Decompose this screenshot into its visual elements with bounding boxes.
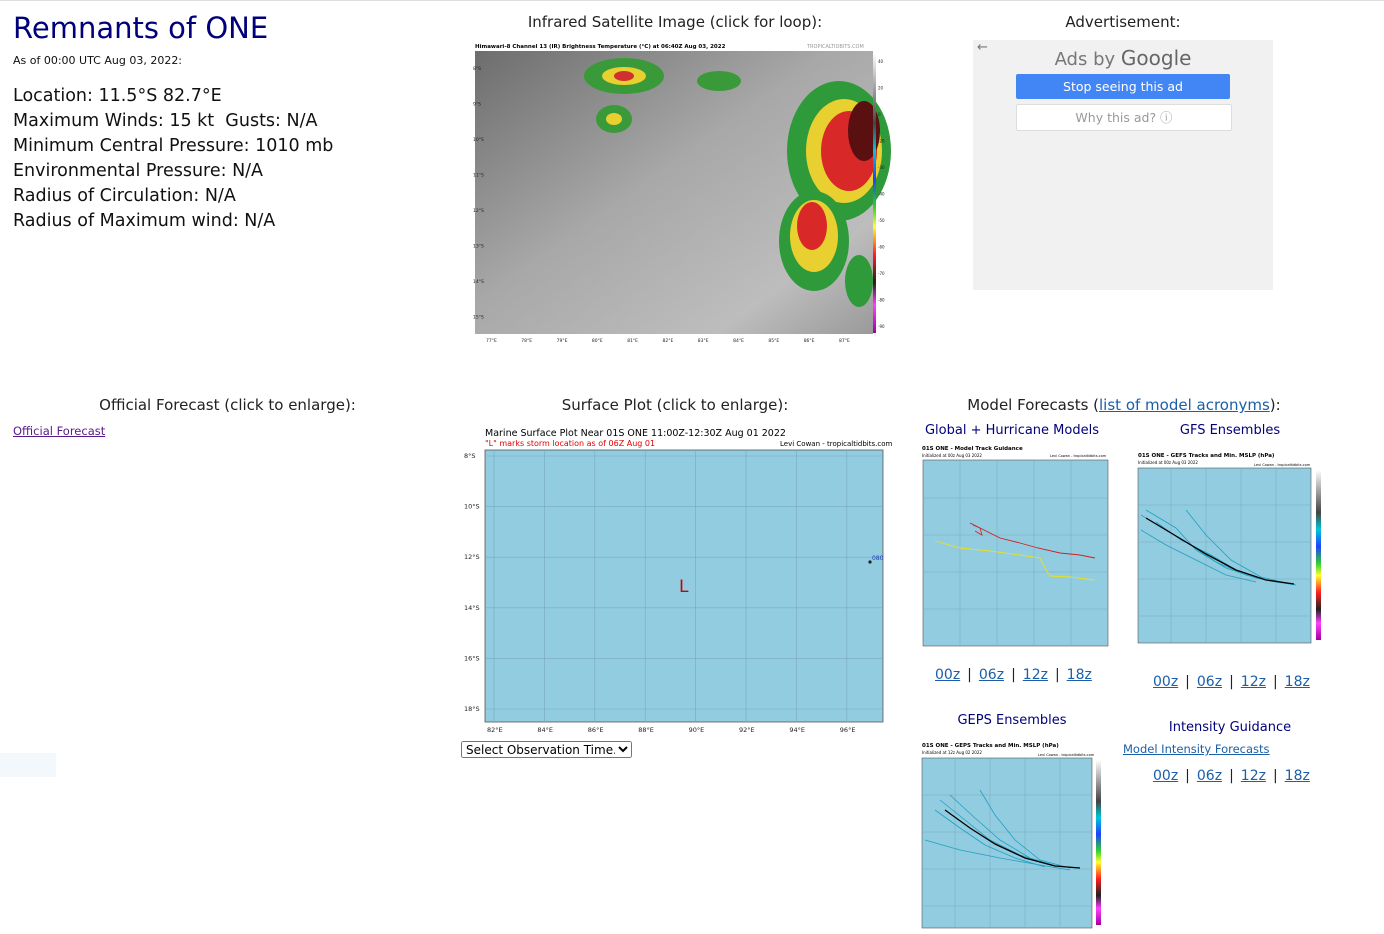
surface-plot-credit: Levi Cowan - tropicaltidbits.com (780, 440, 893, 448)
surface-lon-label: 92°E (739, 726, 755, 734)
satellite-lon-labels (486, 338, 850, 344)
satellite-scale-label: -60 (878, 244, 885, 250)
ad-heading: Advertisement: (1065, 13, 1181, 31)
satellite-lon-label: 85°E (768, 339, 780, 344)
global-models-image-link[interactable] (920, 443, 1112, 650)
svg-text:Levi Cowan - tropicaltidbits.c: Levi Cowan - tropicaltidbits.com (1038, 753, 1095, 757)
surface-lat-label: 16°S (464, 654, 480, 663)
intensity-run-links: 00z | 06z | 12z | 18z (1153, 768, 1310, 784)
global-run-00z[interactable]: 00z (935, 667, 961, 683)
surface-lat-label: 8°S (464, 452, 476, 460)
satellite-scale-label: -90 (878, 324, 885, 329)
satellite-lon-label: 79°E (556, 339, 568, 344)
surface-lon-label: 82°E (487, 726, 503, 734)
global-models-title: Global + Hurricane Models (924, 423, 1099, 438)
gfs-ensembles-image-link[interactable] (1136, 450, 1336, 650)
global-run-18z[interactable]: 18z (1066, 667, 1092, 683)
surface-lat-label: 14°S (464, 603, 480, 612)
model-intensity-link[interactable]: Model Intensity Forecasts (1123, 742, 1270, 756)
satellite-scale-label: -40 (878, 191, 885, 197)
surface-plot-link[interactable] (462, 425, 893, 737)
side-tab[interactable] (0, 753, 56, 777)
radius-max-wind: Radius of Maximum wind: N/A (13, 211, 276, 231)
global-run-links: 00z | 06z | 12z | 18z (935, 667, 1092, 683)
svg-text:Levi Cowan - tropicaltidbits.c: Levi Cowan - tropicaltidbits.com (1050, 454, 1107, 458)
environmental-pressure: Environmental Pressure: N/A (13, 161, 264, 181)
intensity-run-06z[interactable]: 06z (1196, 768, 1223, 784)
satellite-scale-label: 20 (878, 85, 884, 91)
satellite-lon-label: 78°E (521, 339, 533, 344)
surface-lon-labels (487, 726, 855, 734)
global-models-plot (920, 443, 1112, 650)
as-of-timestamp: As of 00:00 UTC Aug 03, 2022: (13, 54, 183, 67)
why-this-ad-button[interactable]: Why this ad? ⓘ (1016, 104, 1232, 131)
satellite-lon-label: 86°E (803, 339, 815, 344)
gfs-ensembles-plot (1136, 450, 1336, 650)
satellite-lat-label: 15°S (473, 315, 484, 321)
intensity-guidance-title: Intensity Guidance (1168, 720, 1292, 735)
satellite-image-link[interactable] (473, 41, 885, 346)
satellite-lon-label: 84°E (733, 339, 744, 344)
svg-text:Levi Cowan - tropicaltidbits.c: Levi Cowan - tropicaltidbits.com (1254, 463, 1311, 467)
official-forecast-link[interactable]: Official Forecast (13, 424, 106, 438)
svg-text:Initialized at 00z Aug 03 2022: Initialized at 00z Aug 03 2022 (922, 453, 982, 458)
storm-location-marker: L (679, 577, 689, 597)
intensity-run-12z[interactable]: 12z (1240, 768, 1266, 784)
surface-lat-label: 18°S (464, 705, 480, 713)
model-acronyms-link[interactable]: list of model acronyms (1099, 396, 1270, 414)
surface-plot-title: Marine Surface Plot Near 01S ONE 11:00Z-12:30Z Aug 01 2022 (485, 428, 786, 439)
back-arrow-icon[interactable]: ← (977, 40, 988, 55)
satellite-scale-label: 40 (878, 59, 884, 64)
station-value: 080 (872, 555, 884, 562)
satellite-scale-label: -30 (878, 165, 885, 170)
intensity-run-00z[interactable]: 00z (1153, 768, 1179, 784)
satellite-lat-label: 10°S (473, 138, 484, 143)
storm-location: Location: 11.5°S 82.7°E (13, 86, 222, 106)
surface-lon-label: 86°E (587, 726, 604, 734)
satellite-lat-label: 11°S (473, 173, 484, 179)
svg-text:01S ONE - Model Track Guidance: 01S ONE - Model Track Guidance (922, 446, 1023, 452)
global-run-06z[interactable]: 06z (978, 667, 1005, 683)
radius-circulation: Radius of Circulation: N/A (13, 186, 236, 206)
surface-lon-label: 96°E (839, 726, 856, 734)
svg-text:01S ONE - GEPS Tracks and Min.: 01S ONE - GEPS Tracks and Min. MSLP (hPa) (922, 743, 1059, 749)
svg-text:Initialized at 00z Aug 03 2022: Initialized at 00z Aug 03 2022 (1138, 460, 1198, 465)
gfs-run-links: 00z | 06z | 12z | 18z (1153, 674, 1310, 690)
satellite-heading: Infrared Satellite Image (click for loop): (527, 13, 823, 31)
geps-ensembles-title: GEPS Ensembles (957, 713, 1067, 728)
satellite-lon-label: 87°E (839, 339, 850, 344)
surface-plot-image (462, 425, 893, 737)
satellite-lon-label: 80°E (591, 339, 603, 344)
satellite-lon-label: 83°E (697, 339, 709, 344)
surface-plot-note: "L" marks storm location as of 06Z Aug 01 (485, 439, 656, 448)
geps-ensembles-image-link[interactable] (920, 740, 1110, 930)
satellite-credit: TROPICALTIDBITS.COM (807, 44, 864, 50)
surface-lon-label: 94°E (789, 726, 806, 734)
satellite-lon-label: 77°E (486, 339, 497, 344)
global-run-12z[interactable]: 12z (1022, 667, 1048, 683)
official-forecast-heading: Official Forecast (click to enlarge): (99, 396, 356, 414)
observation-time-select[interactable] (461, 741, 632, 758)
satellite-lat-label: 14°S (473, 280, 484, 285)
satellite-scale-label: -50 (878, 218, 885, 223)
satellite-color-scale (873, 53, 876, 333)
satellite-image (473, 41, 885, 346)
surface-lat-labels (464, 452, 480, 713)
satellite-lat-label: 8°S (473, 67, 481, 72)
satellite-lon-label: 81°E (627, 339, 639, 344)
svg-text:01S ONE - GEFS Tracks and Min.: 01S ONE - GEFS Tracks and Min. MSLP (hPa) (1138, 453, 1275, 459)
satellite-lat-label: 9°S (473, 102, 481, 108)
gfs-run-18z[interactable]: 18z (1284, 674, 1310, 690)
satellite-lon-label: 82°E (662, 339, 674, 344)
stop-seeing-ad-button[interactable]: Stop seeing this ad (1016, 74, 1230, 99)
satellite-lat-label: 12°S (473, 209, 484, 214)
surface-plot-heading: Surface Plot (click to enlarge): (561, 396, 789, 414)
gfs-run-06z[interactable]: 06z (1196, 674, 1223, 690)
gfs-run-12z[interactable]: 12z (1240, 674, 1266, 690)
storm-pressure: Minimum Central Pressure: 1010 mb (13, 136, 334, 156)
svg-text:Initialized at 12z Aug 02 2022: Initialized at 12z Aug 02 2022 (922, 750, 982, 755)
geps-ensembles-plot (920, 740, 1110, 930)
storm-winds: Maximum Winds: 15 kt Gusts: N/A (13, 111, 318, 131)
satellite-plot-title: Himawari-8 Channel 13 (IR) Brightness Temperature (°C) at 06:40Z Aug 03, 2022 (475, 44, 726, 50)
model-forecasts-heading: Model Forecasts (list of model acronyms): (967, 396, 1281, 414)
surface-lat-label: 12°S (464, 553, 480, 562)
satellite-scale-label: -80 (878, 297, 885, 303)
satellite-scale-label: -70 (878, 271, 885, 276)
ad-panel (973, 40, 1273, 290)
satellite-scale-labels (878, 59, 885, 329)
gfs-run-00z[interactable]: 00z (1153, 674, 1179, 690)
ads-by-google-label: Ads by Google (1054, 46, 1192, 70)
gfs-ensembles-title: GFS Ensembles (1179, 423, 1281, 438)
satellite-lat-label: 13°S (473, 244, 484, 250)
surface-lat-label: 10°S (464, 502, 480, 511)
surface-lon-label: 90°E (688, 726, 705, 734)
storm-title: Remnants of ONE (13, 11, 269, 45)
satellite-scale-label: -20 (878, 138, 885, 144)
surface-lon-label: 84°E (537, 726, 554, 734)
surface-lon-label: 88°E (638, 726, 654, 734)
intensity-run-18z[interactable]: 18z (1284, 768, 1310, 784)
satellite-scale-label: 0 (878, 112, 881, 117)
